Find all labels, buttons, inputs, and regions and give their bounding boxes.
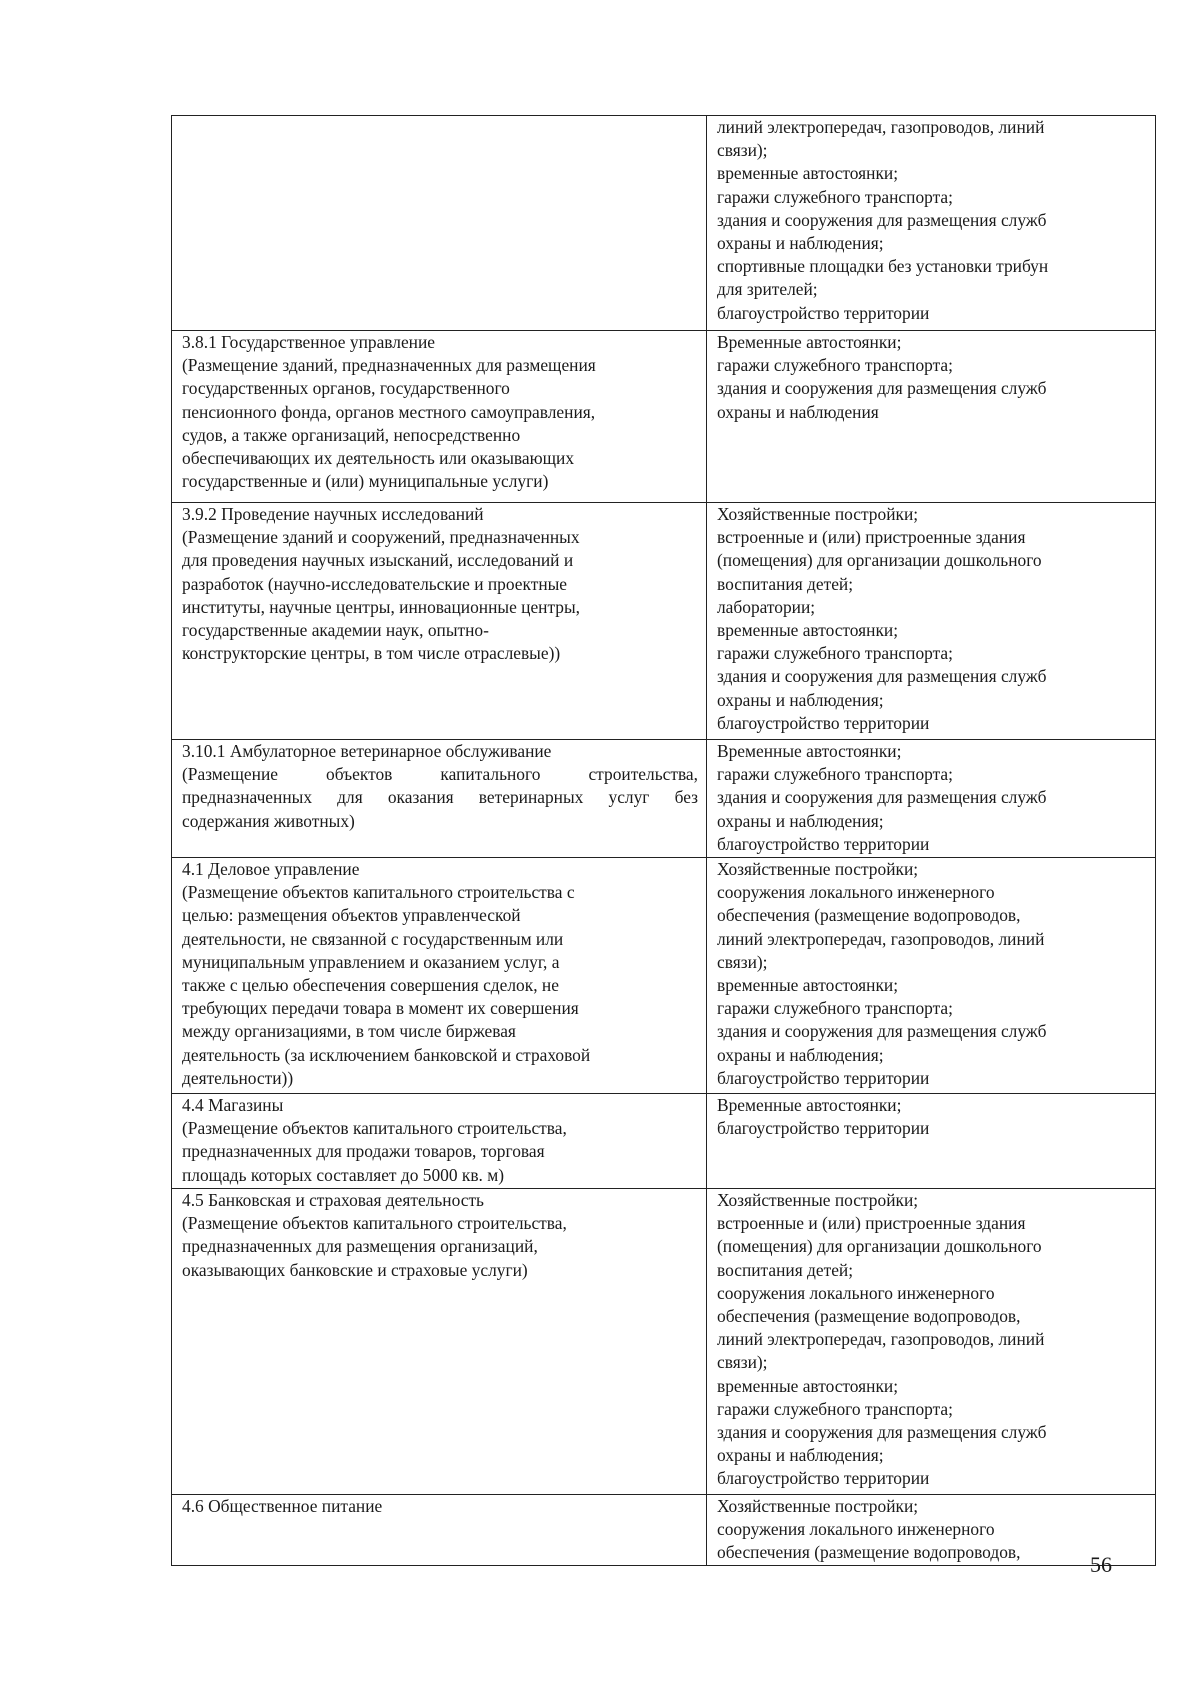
cell-text-line: временные автостоянки; (717, 163, 899, 184)
cell-text-line: деятельности, не связанной с государственным или (182, 928, 564, 949)
table-cell-land-use (172, 1189, 707, 1495)
cell-text-line: охраны и наблюдения; (717, 1445, 884, 1466)
cell-text-line: предназначенных для размещения организаций, (182, 1236, 538, 1257)
cell-text-line: разработок (научно-исследовательские и проектные (182, 573, 568, 594)
cell-text-line: 3.8.1 Государственное управление (182, 332, 435, 352)
cell-text-line: (Размещение объектов капитального строительства, (182, 1118, 567, 1139)
table-cell-permitted-uses (707, 1189, 1156, 1495)
cell-text-line: охраны и наблюдения; (717, 1044, 884, 1065)
table-row (172, 331, 1156, 503)
cell-text-line: воспитания детей; (717, 1259, 854, 1280)
cell-text-line: связи); (717, 1352, 768, 1373)
table-row (172, 116, 1156, 331)
cell-text-line: (Размещение зданий, предназначенных для размещения (182, 355, 596, 376)
cell-text-line: также с целью обеспечения совершения сделок, не (182, 975, 559, 996)
cell-text-line: 4.6 Общественное питание (182, 1496, 383, 1516)
table-cell-land-use (172, 740, 707, 858)
cell-text-line: гаражи служебного транспорта; (717, 355, 953, 376)
cell-text-line: благоустройство территории (717, 1468, 930, 1489)
cell-text-line: гаражи служебного транспорта; (717, 764, 953, 785)
table-cell-permitted-uses (707, 740, 1156, 858)
cell-text-line: охраны и наблюдения; (717, 810, 884, 831)
cell-text-line: охраны и наблюдения (717, 401, 879, 422)
page-number: 56 (1090, 1552, 1112, 1577)
cell-text-line: линий электропередач, газопроводов, линий (717, 117, 1045, 137)
cell-text-line: сооружения локального инженерного (717, 1282, 995, 1303)
cell-text-line: деятельности)) (182, 1067, 294, 1088)
cell-text-line: целью: размещения объектов управленческой (182, 905, 521, 926)
cell-text-line: (Размещение объектов капитального строительства, (182, 1213, 567, 1234)
cell-text-line: связи); (717, 951, 768, 972)
table-row (172, 1495, 1156, 1566)
cell-text-line: Временные автостоянки; (717, 741, 902, 761)
cell-text-line: связи); (717, 140, 768, 161)
cell-text-line: (помещения) для организации дошкольного (717, 1236, 1042, 1257)
table-cell-permitted-uses (707, 503, 1156, 740)
cell-text-line: встроенные и (или) пристроенные здания (717, 1213, 1026, 1234)
table-row (172, 858, 1156, 1094)
table-cell-permitted-uses (707, 1495, 1156, 1566)
cell-text-line: муниципальным управлением и оказанием услуг, а (182, 951, 560, 972)
table-cell-permitted-uses (707, 858, 1156, 1094)
cell-text-line: временные автостоянки; (717, 975, 899, 996)
cell-text-line: благоустройство территории (717, 833, 930, 854)
cell-text-line: Хозяйственные постройки; (717, 859, 919, 879)
cell-text-line: 4.4 Магазины (182, 1095, 284, 1115)
cell-text-line: лаборатории; (717, 596, 816, 617)
cell-text-line: временные автостоянки; (717, 1375, 899, 1396)
cell-text-line: здания и сооружения для размещения служб (717, 1422, 1047, 1443)
cell-text-line: требующих передачи товара в момент их совершения (182, 998, 579, 1019)
cell-text-line: Хозяйственные постройки; (717, 504, 919, 524)
cell-text-line: (помещения) для организации дошкольного (717, 550, 1042, 571)
cell-text-line: 3.9.2 Проведение научных исследований (182, 504, 484, 524)
cell-text-line: судов, а также организаций, непосредственно (182, 424, 521, 445)
cell-text-line: здания и сооружения для размещения служб (717, 787, 1047, 808)
table-row (172, 1189, 1156, 1495)
table-cell-land-use (172, 503, 707, 740)
cell-text-line: гаражи служебного транспорта; (717, 643, 953, 664)
cell-text-line: 3.10.1 Амбулаторное ветеринарное обслуживание (182, 741, 552, 761)
cell-text-line: (Размещение объектов капитального строительства с (182, 882, 575, 903)
cell-text-line: (Размещение зданий и сооружений, предназначенных (182, 527, 580, 548)
cell-text-line: между организациями, в том числе биржевая (182, 1021, 516, 1042)
table-row (172, 740, 1156, 858)
cell-text-line: обеспечения (размещение водопроводов, (717, 1306, 1021, 1327)
cell-text-line: здания и сооружения для размещения служб (717, 378, 1047, 399)
cell-text-line: для зрителей; (717, 279, 818, 300)
cell-text-line: здания и сооружения для размещения служб (717, 209, 1047, 230)
cell-text-line: гаражи служебного транспорта; (717, 998, 953, 1019)
table-cell-land-use (172, 1495, 707, 1566)
cell-text-line: государственных органов, государственного (182, 378, 510, 399)
cell-text-line: предназначенных для оказания ветеринарных услуг без (182, 787, 698, 808)
cell-text-line: Временные автостоянки; (717, 1095, 902, 1115)
cell-text-line: гаражи служебного транспорта; (717, 1398, 953, 1419)
cell-text-line: сооружения локального инженерного (717, 882, 995, 903)
cell-text-line: Хозяйственные постройки; (717, 1496, 919, 1516)
table-cell-permitted-uses (707, 116, 1156, 331)
table-cell-land-use (172, 1094, 707, 1189)
cell-text-line: деятельность (за исключением банковской и страховой (182, 1044, 591, 1065)
cell-text-line: площадь которых составляет до 5000 кв. м) (182, 1164, 505, 1185)
table-row (172, 503, 1156, 740)
cell-text-line: сооружения локального инженерного (717, 1519, 995, 1540)
cell-text-line: встроенные и (или) пристроенные здания (717, 527, 1026, 548)
cell-text-line: здания и сооружения для размещения служб (717, 1021, 1047, 1042)
cell-text-line: охраны и наблюдения; (717, 689, 884, 710)
cell-text-line: пенсионного фонда, органов местного самоуправления, (182, 401, 596, 422)
cell-text-line: оказывающих банковские и страховые услуги) (182, 1259, 528, 1280)
cell-text-line: воспитания детей; (717, 573, 854, 594)
cell-text-line: линий электропередач, газопроводов, линий (717, 1329, 1045, 1350)
cell-text-line: охраны и наблюдения; (717, 233, 884, 254)
cell-text-line: Хозяйственные постройки; (717, 1190, 919, 1210)
cell-text-line: обеспечивающих их деятельность или оказывающих (182, 448, 575, 469)
cell-text-line: линий электропередач, газопроводов, линий (717, 928, 1045, 949)
cell-text-line: временные автостоянки; (717, 620, 899, 641)
cell-text-line: благоустройство территории (717, 712, 930, 733)
table-cell-land-use (172, 331, 707, 503)
cell-text-line: Временные автостоянки; (717, 332, 902, 352)
cell-text-line: благоустройство территории (717, 1067, 930, 1088)
cell-text-line: гаражи служебного транспорта; (717, 186, 953, 207)
cell-text-line: обеспечения (размещение водопроводов, (717, 905, 1021, 926)
cell-text-line: конструкторские центры, в том числе отраслевые)) (182, 643, 561, 664)
table-cell-permitted-uses (707, 331, 1156, 503)
table-cell-land-use (172, 858, 707, 1094)
cell-text-line: 4.1 Деловое управление (182, 859, 360, 879)
cell-text-line: благоустройство территории (717, 302, 930, 323)
table-cell-land-use (172, 116, 707, 331)
cell-text-line: государственные академии наук, опытно- (182, 620, 489, 641)
cell-text-line: обеспечения (размещение водопроводов, (717, 1542, 1021, 1563)
cell-text-line: для проведения научных изысканий, исследований и (182, 550, 574, 571)
cell-text-line: благоустройство территории (717, 1118, 930, 1139)
table-cell-permitted-uses (707, 1094, 1156, 1189)
cell-text-line: содержания животных) (182, 810, 355, 831)
land-use-table (171, 115, 1156, 1566)
cell-text-line: государственные и (или) муниципальные услуги) (182, 471, 549, 492)
cell-text-line: предназначенных для продажи товаров, торговая (182, 1141, 545, 1162)
table-row (172, 1094, 1156, 1189)
cell-text-line: здания и сооружения для размещения служб (717, 666, 1047, 687)
cell-text-line: институты, научные центры, инновационные центры, (182, 596, 581, 617)
cell-text-line: 4.5 Банковская и страховая деятельность (182, 1190, 484, 1210)
cell-text-line: (Размещение объектов капитального строительства, (182, 764, 698, 785)
cell-text-line: спортивные площадки без установки трибун (717, 256, 1049, 277)
